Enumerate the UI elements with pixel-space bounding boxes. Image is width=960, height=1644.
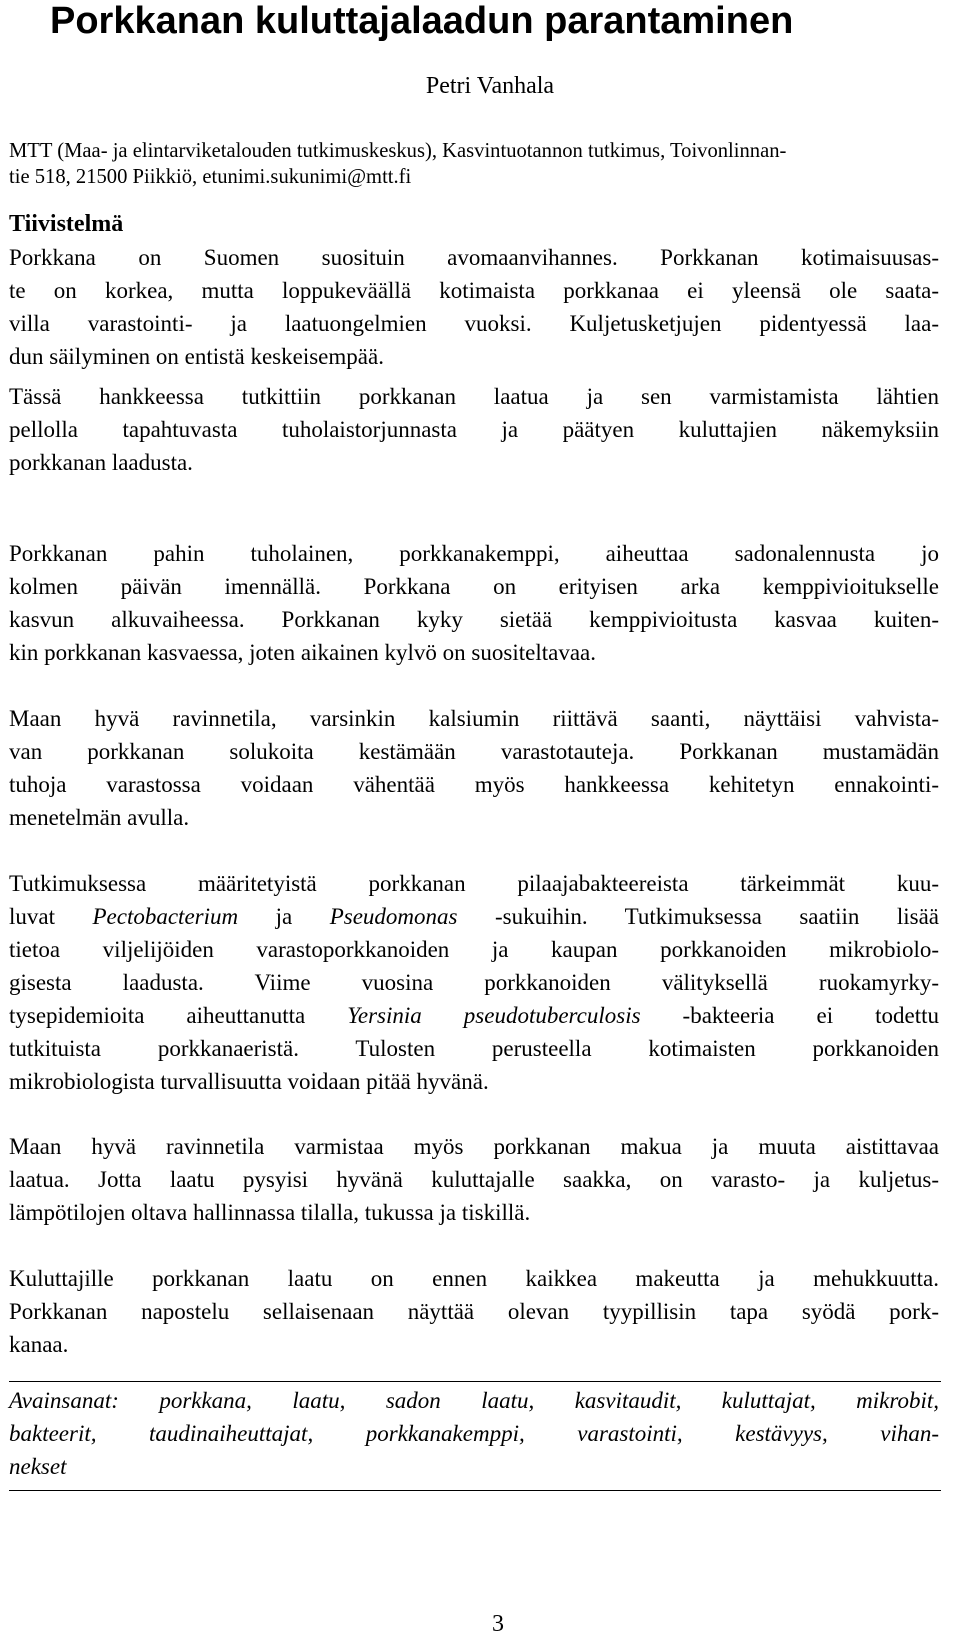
- text-line: pellolla tapahtuvasta tuholaistorjunnasta ja päätyen kuluttajien näkemyksiin: [9, 417, 939, 442]
- text-line: laatua. Jotta laatu pysyisi hyvänä kuluttajalle saakka, on varasto- ja kuljetus-: [9, 1167, 939, 1192]
- text-line: kin porkkanan kasvaessa, joten aikainen kylvö on suositeltavaa.: [9, 640, 596, 665]
- text-run: -bakteeria ei todettu: [640, 1003, 939, 1028]
- text-line: menetelmän avulla.: [9, 805, 190, 830]
- text-run: tysepidemioita aiheuttanutta: [9, 1003, 348, 1028]
- text-run: -sukuihin. Tutkimuksessa saatiin lisää: [457, 904, 939, 929]
- keywords-line: nekset: [9, 1454, 67, 1479]
- abstract-paragraph: [9, 867, 939, 1098]
- text-line: Maan hyvä ravinnetila varmistaa myös porkkanan makua ja muuta aistittavaa: [9, 1134, 939, 1159]
- keywords-block: [9, 1384, 939, 1483]
- text-line: Kuluttajille porkkanan laatu on ennen kaikkea makeutta ja mehukkuutta.: [9, 1266, 939, 1291]
- affiliation-line: tie 518, 21500 Piikkiö, etunimi.sukunimi@mtt.fi: [9, 166, 412, 188]
- text-line: Maan hyvä ravinnetila, varsinkin kalsiumin riittävä saanti, näyttäisi vahvista-: [9, 706, 939, 731]
- text-line: van porkkanan solukoita kestämään varastotauteja. Porkkanan mustamädän: [9, 739, 939, 764]
- genus-name: Pectobacterium: [92, 904, 239, 929]
- text-line: kolmen päivän imennällä. Porkkana on erityisen arka kemppivioitukselle: [9, 574, 939, 599]
- author-affiliation: [9, 138, 939, 190]
- abstract-heading: Tiivistelmä: [9, 211, 124, 237]
- keywords-top-rule: [9, 1381, 941, 1382]
- genus-name: Pseudomonas: [329, 904, 458, 929]
- text-line: dun säilyminen on entistä keskeisempää.: [9, 344, 384, 369]
- abstract-paragraph: [9, 380, 939, 479]
- text-line: tuhoja varastossa voidaan vähentää myös hankkeessa kehitetyn ennakointi-: [9, 772, 939, 797]
- text-line: Porkkanan pahin tuholainen, porkkanakemppi, aiheuttaa sadonalennusta jo: [9, 541, 939, 566]
- keywords-bottom-rule: [9, 1490, 941, 1491]
- abstract-paragraph: [9, 537, 939, 669]
- affiliation-line: MTT (Maa- ja elintarviketalouden tutkimuskeskus), Kasvintuotannon tutkimus, Toivonlinnan-: [9, 140, 787, 162]
- keywords-line: bakteerit, taudinaiheuttajat, porkkanakemppi, varastointi, kestävyys, vihan-: [9, 1421, 939, 1446]
- text-line: kanaa.: [9, 1332, 69, 1357]
- text-line: tietoa viljelijöiden varastoporkkanoiden ja kaupan porkkanoiden mikrobiolo-: [9, 937, 939, 962]
- author-name: Petri Vanhala: [425, 73, 555, 99]
- species-name: Yersinia pseudotuberculosis: [347, 1003, 641, 1028]
- text-line: kasvun alkuvaiheessa. Porkkanan kyky sietää kemppivioitusta kasvaa kuiten-: [9, 607, 939, 632]
- text-run: ja: [238, 904, 330, 929]
- text-line: gisesta laadusta. Viime vuosina porkkanoiden välityksellä ruokamyrky-: [9, 970, 939, 995]
- text-line: porkkanan laadusta.: [9, 450, 193, 475]
- paper-title: Porkkanan kuluttajalaadun parantaminen: [50, 0, 794, 42]
- abstract-paragraph: [9, 1130, 939, 1229]
- text-line: te on korkea, mutta loppukeväällä kotimaista porkkanaa ei yleensä ole saata-: [9, 278, 939, 303]
- text-line: Porkkanan napostelu sellaisenaan näyttää olevan tyypillisin tapa syödä pork-: [9, 1299, 939, 1324]
- text-run: luvat: [9, 904, 93, 929]
- text-line: Porkkana on Suomen suosituin avomaanvihannes. Porkkanan kotimaisuusas-: [9, 245, 939, 270]
- text-line: [9, 900, 939, 933]
- abstract-paragraph: [9, 241, 939, 373]
- text-line: mikrobiologista turvallisuutta voidaan pitää hyvänä.: [9, 1069, 489, 1094]
- text-line: Tutkimuksessa määritetyistä porkkanan pilaajabakteereista tärkeimmät kuu-: [9, 871, 939, 896]
- page-number: 3: [492, 1611, 504, 1637]
- text-line: [9, 999, 939, 1032]
- abstract-paragraph: [9, 1262, 939, 1361]
- abstract-paragraph: [9, 702, 939, 834]
- text-line: Tässä hankkeessa tutkittiin porkkanan laatua ja sen varmistamista lähtien: [9, 384, 939, 409]
- text-line: villa varastointi- ja laatuongelmien vuoksi. Kuljetusketjujen pidentyessä laa-: [9, 311, 939, 336]
- text-line: tutkituista porkkanaeristä. Tulosten perusteella kotimaisten porkkanoiden: [9, 1036, 939, 1061]
- keywords-line: Avainsanat: porkkana, laatu, sadon laatu, kasvitaudit, kuluttajat, mikrobit,: [9, 1388, 939, 1413]
- text-line: lämpötilojen oltava hallinnassa tilalla, tukussa ja tiskillä.: [9, 1200, 531, 1225]
